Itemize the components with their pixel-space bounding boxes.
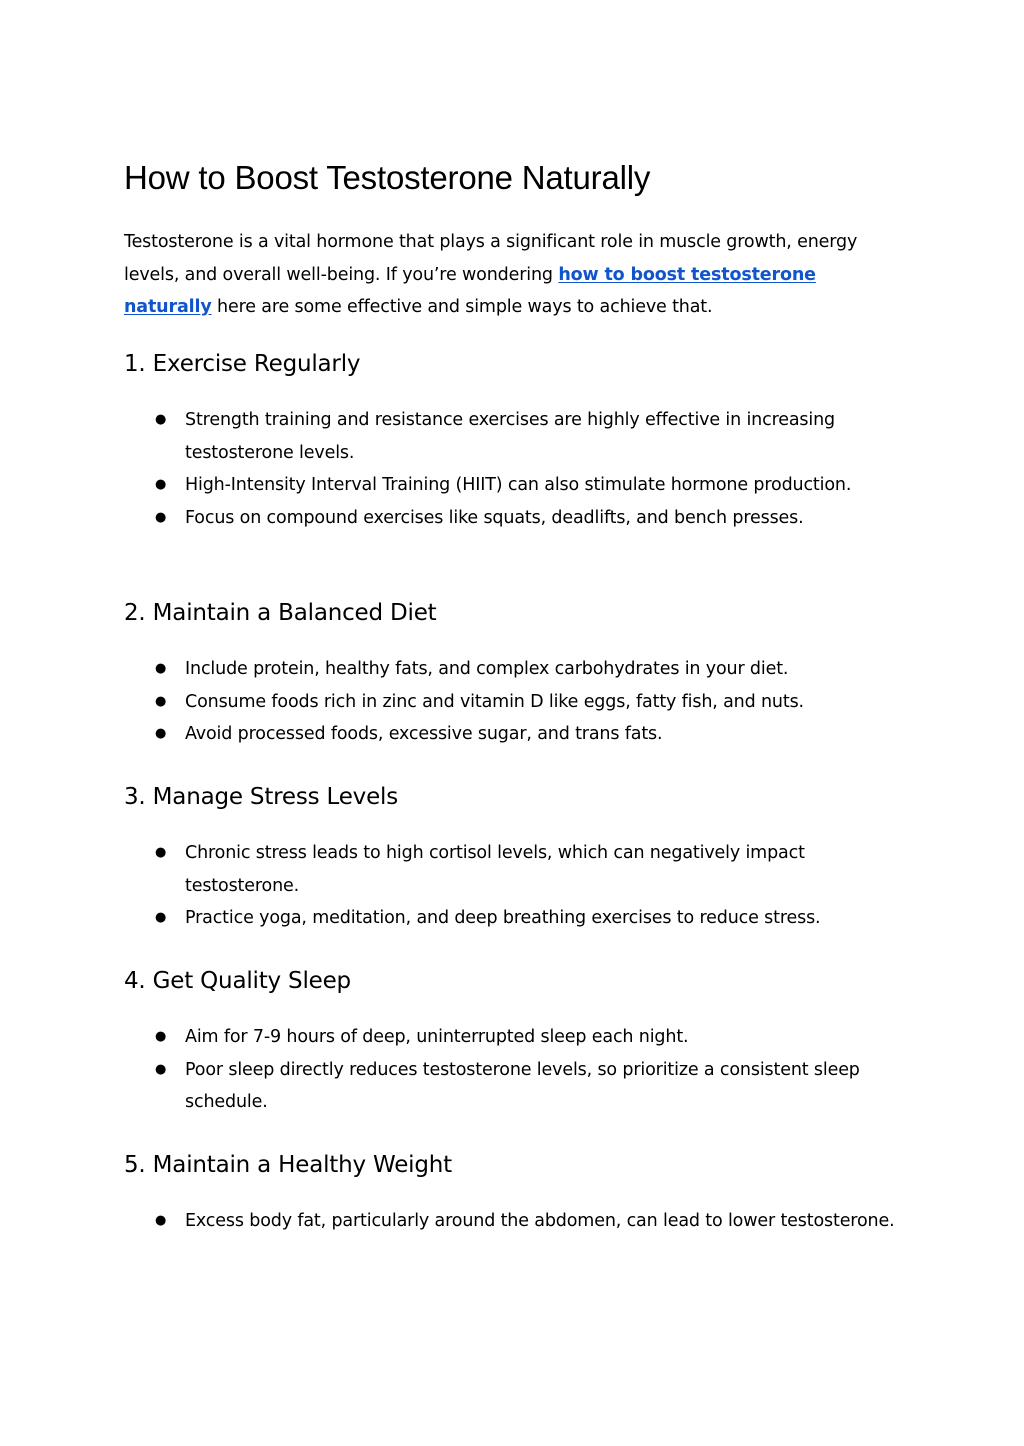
section-heading: 5. Maintain a Healthy Weight: [124, 1152, 452, 1178]
bullet-icon: ●: [155, 661, 167, 676]
list-item: [124, 404, 904, 469]
section-weight: [124, 1149, 904, 1238]
intro-paragraph: [124, 226, 904, 324]
list-item-text: Excess body fat, particularly around the abdomen, can lead to lower testosterone.: [185, 1211, 895, 1231]
list-item-text: Strength training and resistance exercises are highly effective in increasing testosterone levels.: [185, 410, 836, 463]
section-sleep: [124, 965, 904, 1119]
section-stress: [124, 781, 904, 935]
bullet-list: [124, 1205, 904, 1238]
bullet-icon: ●: [155, 412, 167, 427]
intro-text-before: Testosterone is a vital hormone that plays a significant role in muscle growth, energy levels, and overall well-being. If you’re wondering: [124, 232, 858, 285]
list-item: [124, 653, 904, 686]
section-heading: 3. Manage Stress Levels: [124, 784, 399, 810]
bullet-icon: ●: [155, 509, 167, 525]
bullet-list: [124, 837, 904, 935]
list-item: [124, 837, 904, 902]
section-heading: 1. Exercise Regularly: [124, 351, 361, 377]
section-diet: [124, 597, 904, 751]
list-item: [124, 469, 904, 502]
list-item-text: Practice yoga, meditation, and deep breathing exercises to reduce stress.: [185, 908, 821, 928]
list-item: [124, 902, 904, 935]
bullet-icon: ●: [155, 1061, 167, 1077]
bullet-icon: ●: [155, 845, 167, 860]
list-item: [124, 1205, 904, 1238]
list-item-text: Chronic stress leads to high cortisol levels, which can negatively impact testosterone.: [185, 843, 805, 896]
list-item: [124, 1054, 904, 1119]
intro-text-after: here are some effective and simple ways to achieve that.: [211, 297, 713, 317]
list-item-text: Consume foods rich in zinc and vitamin D like eggs, fatty fish, and nuts.: [185, 691, 804, 712]
section-heading: 2. Maintain a Balanced Diet: [124, 600, 437, 626]
bullet-icon: ●: [155, 477, 167, 492]
bullet-icon: ●: [155, 1213, 167, 1228]
list-item-text: High-Intensity Interval Training (HIIT) can also stimulate hormone production.: [185, 475, 852, 495]
bullet-list: [124, 653, 904, 751]
list-item: [124, 718, 904, 751]
section-exercise: [124, 348, 904, 534]
list-item-text: Focus on compound exercises like squats, deadlifts, and bench presses.: [185, 507, 804, 528]
bullet-icon: ●: [155, 693, 167, 709]
list-item-text: Poor sleep directly reduces testosterone levels, so prioritize a consistent sleep schedule.: [185, 1059, 860, 1112]
list-item-text: Include protein, healthy fats, and complex carbohydrates in your diet.: [185, 659, 789, 679]
bullet-icon: ●: [155, 910, 167, 925]
list-item: [124, 1021, 904, 1054]
list-item-text: Aim for 7-9 hours of deep, uninterrupted sleep each night.: [185, 1027, 689, 1047]
bullet-list: [124, 404, 904, 534]
list-item: [124, 502, 904, 535]
intro-link[interactable]: how to boost testosterone naturally: [124, 264, 816, 317]
page-title: How to Boost Testosterone Naturally: [124, 159, 651, 196]
document-page: [124, 158, 904, 1231]
bullet-icon: ●: [155, 726, 167, 741]
list-item-text: Avoid processed foods, excessive sugar, and trans fats.: [185, 724, 663, 744]
bullet-icon: ●: [155, 1029, 167, 1044]
list-item: [124, 686, 904, 719]
bullet-list: [124, 1021, 904, 1119]
section-heading: 4. Get Quality Sleep: [124, 968, 351, 994]
